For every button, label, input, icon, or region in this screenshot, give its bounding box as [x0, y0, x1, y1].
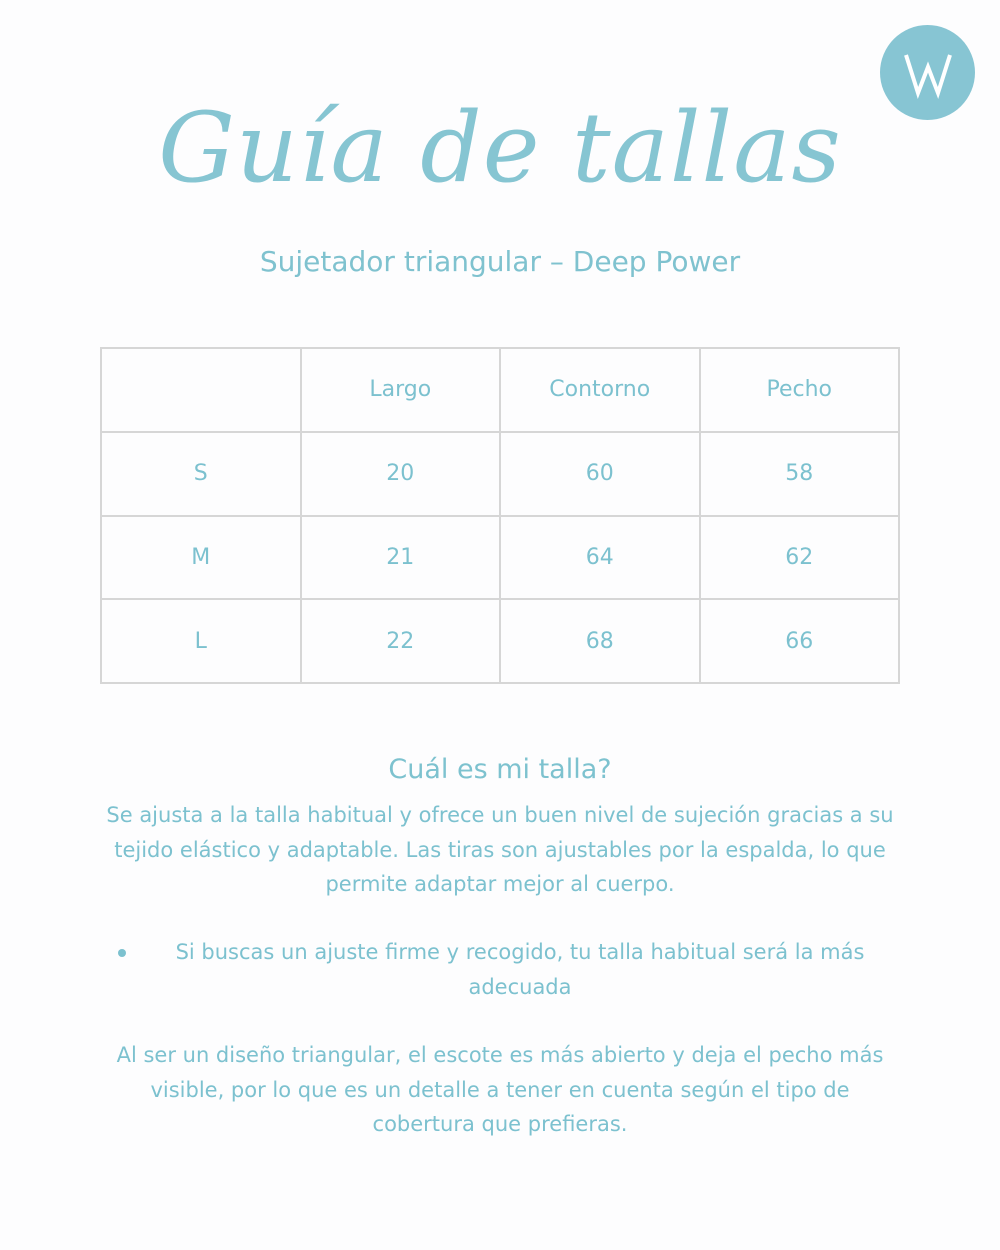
table-cell: 21	[301, 516, 501, 600]
table-row	[101, 599, 899, 683]
table-cell: 66	[700, 599, 900, 683]
bullet-icon	[118, 949, 126, 957]
size-label-cell: S	[101, 432, 301, 516]
table-cell: 62	[700, 516, 900, 600]
table-cell: 60	[500, 432, 700, 516]
fit-description: Se ajusta a la talla habitual y ofrece un buen nivel de sujeción gracias a su tejido elástico y adaptable. Las tiras son ajustables por la espalda, lo que permite adaptar mejor al cuerpo.	[106, 803, 894, 896]
list-item-text: Si buscas un ajuste firme y recogido, tu talla habitual será la más adecuada	[175, 940, 865, 999]
table-cell: 58	[700, 432, 900, 516]
header-cell-contorno: Contorno	[500, 348, 700, 432]
table-row	[101, 516, 899, 600]
header-cell-largo: Largo	[301, 348, 501, 432]
page-title: Guía de tallas	[158, 92, 842, 204]
list-item	[110, 935, 900, 1005]
header-cell	[101, 348, 301, 432]
table-cell: 20	[301, 432, 501, 516]
section-heading: Cuál es mi talla?	[388, 754, 612, 785]
coverage-note: Al ser un diseño triangular, el escote es más abierto y deja el pecho más visible, por lo que es un detalle a tener en cuenta según el tipo de cobertura que prefieras.	[116, 1043, 884, 1136]
size-table	[100, 347, 900, 684]
size-label-cell: L	[101, 599, 301, 683]
table-row	[101, 432, 899, 516]
table-cell: 22	[301, 599, 501, 683]
table-cell: 64	[500, 516, 700, 600]
header-cell-pecho: Pecho	[700, 348, 900, 432]
size-label-cell: M	[101, 516, 301, 600]
table-header-row	[101, 348, 899, 432]
table-cell: 68	[500, 599, 700, 683]
product-subtitle: Sujetador triangular – Deep Power	[259, 245, 741, 278]
